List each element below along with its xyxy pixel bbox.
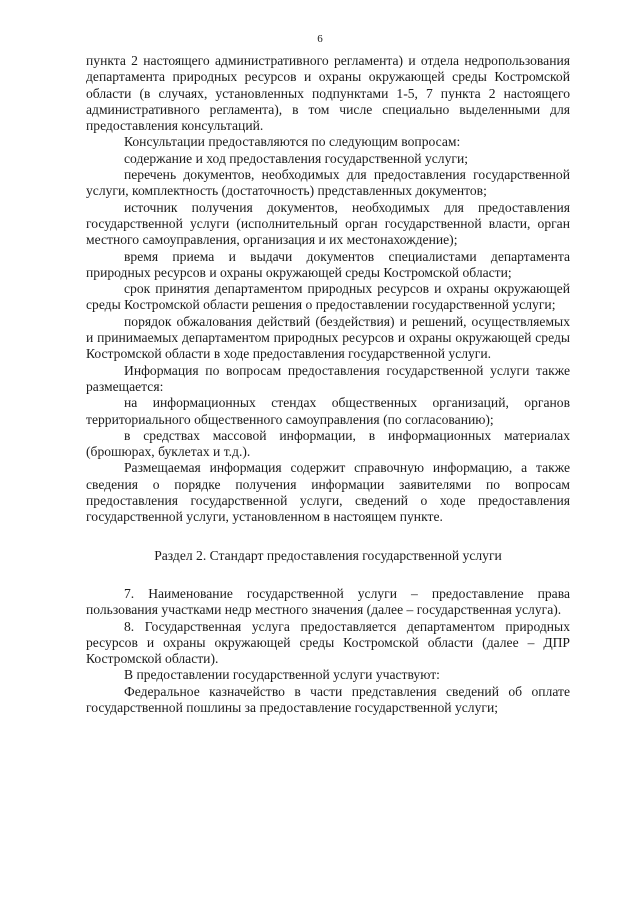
list-item-documents-list: перечень документов, необходимых для предоставления государственной услуги, комплектность (достаточность) представленных документов;: [86, 167, 570, 199]
paragraph-participants: В предоставлении государственной услуги участвуют:: [124, 667, 440, 683]
list-item-decision-term: срок принятия департаментом природных ресурсов и охраны окружающей среды Костромской области решения о предоставлении государственной услуги;: [86, 281, 570, 313]
list-item-mass-media: в средствах массовой информации, в информационных материалах (брошюрах, буклетах и т.д.).: [86, 427, 570, 460]
list-item-info-stands: на информационных стендах общественных организаций, органов территориального общественного самоуправления (по согласованию);: [86, 395, 570, 427]
clause-7-service-name: 7. Наименование государственной услуги – предоставление права пользования участками недр местного значения (далее – государственная услуга).: [86, 585, 570, 618]
list-item-appeal-procedure: порядок обжалования действий (бездействия) и решений, осуществляемых и принимаемых департаментом природных ресурсов и охраны окружающей среды Костромской области в ходе предоставления государственной услуги.: [86, 313, 570, 362]
clause-8-service-provider: 8. Государственная услуга предоставляется департаментом природных ресурсов и охраны окружающей среды Костромской области (далее – ДПР Костромской области).: [86, 618, 570, 667]
paragraph-information-placement: Информация по вопросам предоставления государственной услуги также размещается:: [86, 362, 570, 394]
list-item-documents-source: источник получения документов, необходимых для предоставления государственной услуги (исполнительный орган государственной власти, орган местного самоуправления, организация и их местонахождение);: [86, 199, 570, 248]
paragraph-consultations-topics: Консультации предоставляются по следующим вопросам:: [124, 134, 461, 150]
paragraph-placed-information: Размещаемая информация содержит справочную информацию, а также сведения о порядке получения информации заявителями по вопросам предоставления государственной услуги, сведений о ходе предоставления государственной услуги, установленном в настоящем пункте.: [86, 460, 570, 525]
page-number: 6: [317, 33, 323, 45]
list-item-content-progress: содержание и ход предоставления государственной услуги;: [124, 150, 468, 166]
paragraph-continuation: пункта 2 настоящего административного регламента) и отдела недропользования департамента природных ресурсов и охраны окружающей среды Костромской области (в случаях, установленных подпунктами 1-5, 7 пункта 2 настоящего административного регламента), в том числе специально выделенными для предоставления консультаций.: [86, 53, 570, 134]
section-heading: Раздел 2. Стандарт предоставления государственной услуги: [154, 547, 502, 563]
paragraph-federal-treasury: Федеральное казначейство в части представления сведений об оплате государственной пошлины за предоставление государственной услуги;: [86, 683, 570, 715]
document-body: [86, 53, 570, 716]
list-item-reception-time: время приема и выдачи документов специалистами департамента природных ресурсов и охраны окружающей среды Костромской области;: [86, 248, 570, 280]
